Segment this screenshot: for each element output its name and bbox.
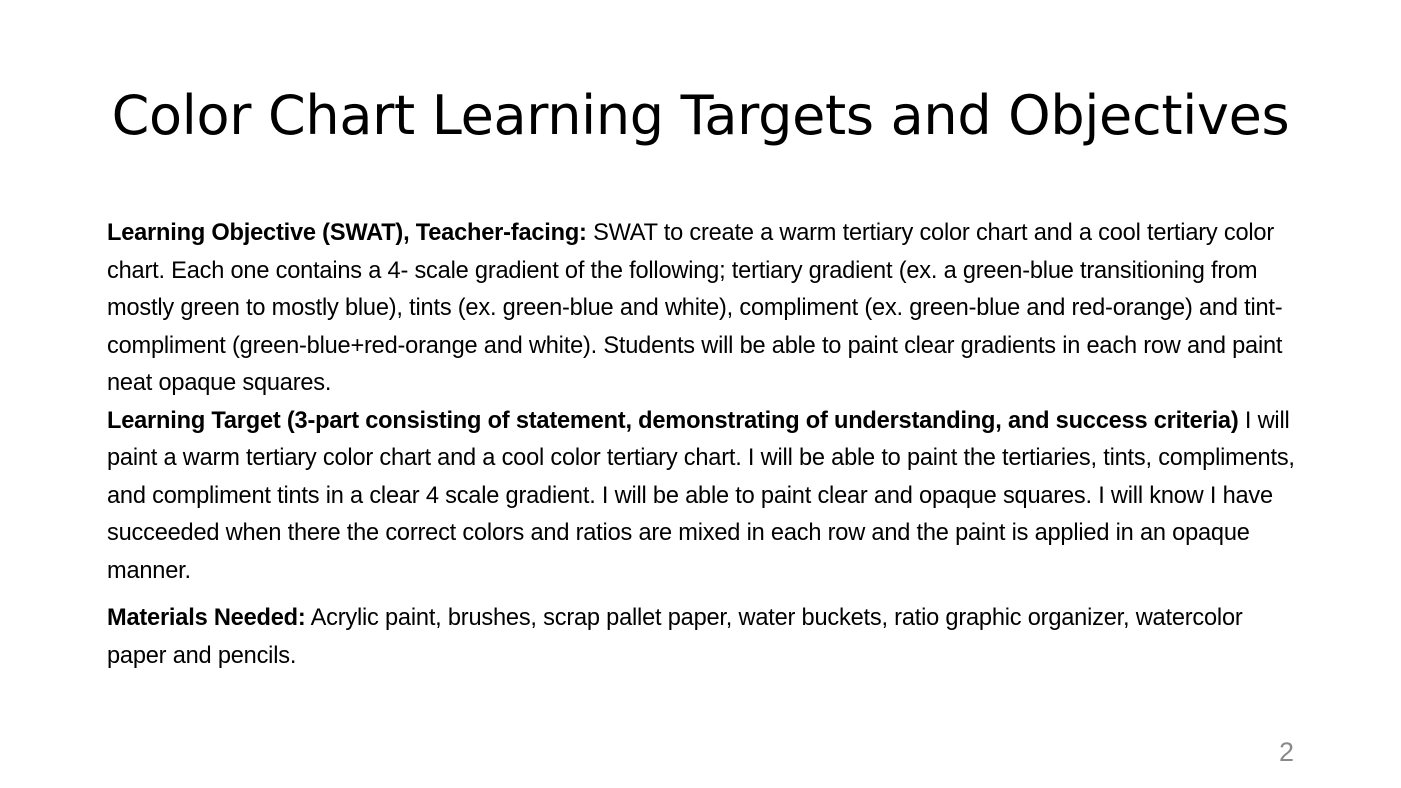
learning-target-label: Learning Target (3-part consisting of statement, demonstrating of understanding, and success criteria)	[107, 407, 1239, 434]
materials-text: Acrylic paint, brushes, scrap pallet paper, water buckets, ratio graphic organizer, watercolor paper and pencils.	[107, 605, 1243, 669]
page-number: 2	[1278, 737, 1294, 767]
slide-body	[107, 215, 1297, 675]
slide-title: Color Chart Learning Targets and Objectives	[111, 84, 1290, 147]
materials-label: Materials Needed:	[107, 605, 306, 631]
learning-objective-text: SWAT to create a warm tertiary color chart and a cool tertiary color chart. Each one contains a 4- scale gradient of the following; tertiary gradient (ex. a green-blue transitioning from mostly green to mostly blue), tints (ex. green-blue and white), compliment (ex. green-blue and red-orange) and tint-compliment (green-blue+red-orange and white). Students will be able to paint clear gradients in each row and paint neat opaque squares.	[107, 220, 1283, 396]
learning-target-paragraph	[107, 403, 1297, 591]
learning-objective-label: Learning Objective (SWAT), Teacher-facing:	[107, 220, 587, 246]
learning-objective-paragraph	[107, 215, 1297, 403]
learning-target-text: I will paint a warm tertiary color chart and a cool color tertiary chart. I will be able to paint the tertiaries, tints, compliments, and compliment tints in a clear 4 scale gradient. I will be able to paint clear and opaque squares. I will know I have succeeded when there the correct colors and ratios are mixed in each row and the paint is applied in an opaque manner.	[107, 407, 1295, 584]
materials-paragraph	[107, 600, 1297, 675]
